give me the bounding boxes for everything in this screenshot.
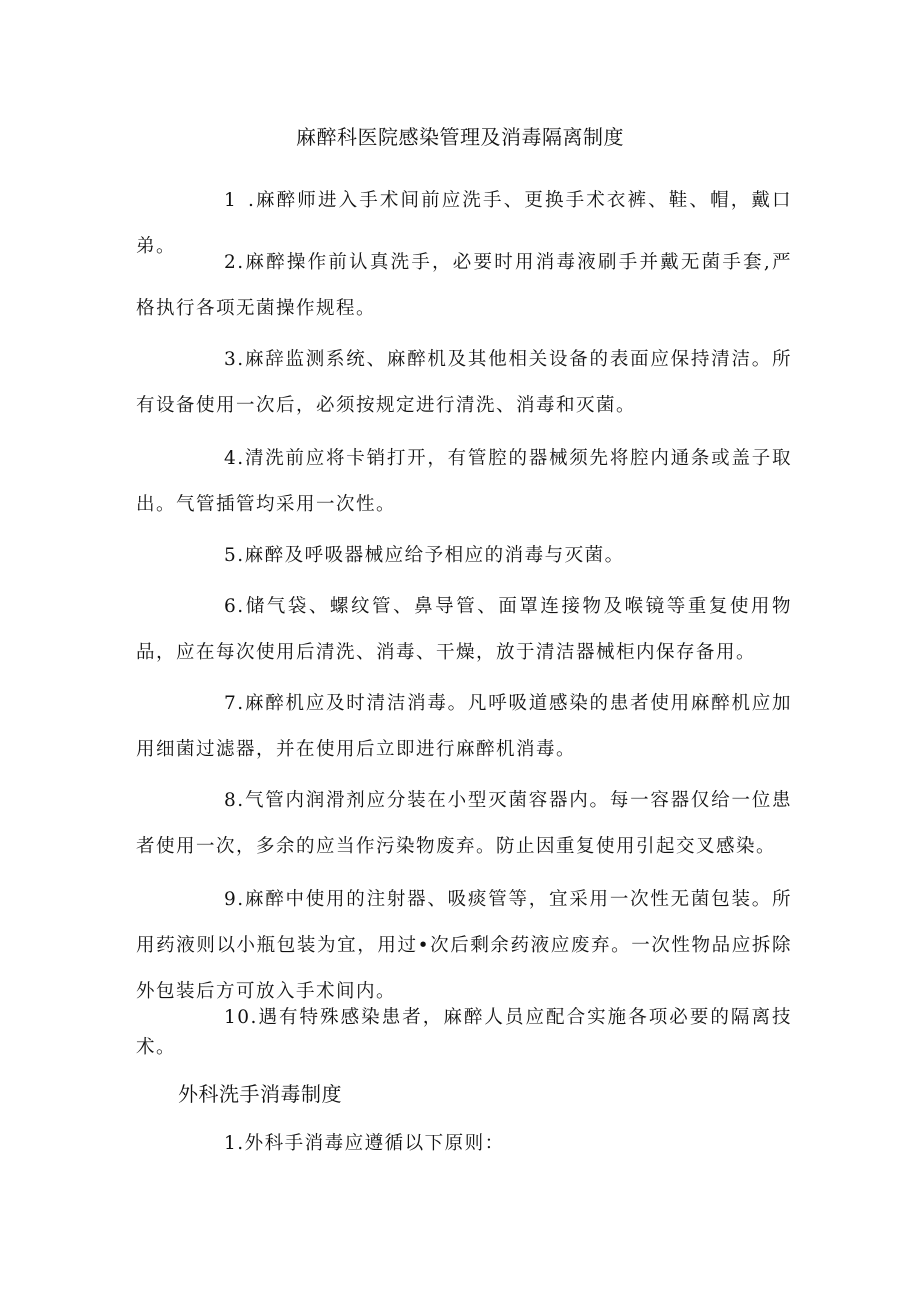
list-item-4	[136, 436, 792, 528]
item-separator: .	[248, 190, 256, 211]
item-text: 麻辞监测系统、麻醉机及其他相关设备的表面应保持清洁。所有设备使用一次后，必须按规定进行清洗、消毒和灭菌。	[136, 349, 792, 416]
item-separator: .	[237, 596, 245, 617]
section2-list-item-1	[136, 1121, 792, 1167]
item-separator: .	[250, 1007, 258, 1028]
item-text: 麻醉及呼吸器械应给予相应的消毒与灭菌。	[244, 545, 625, 566]
list-item-8	[136, 778, 792, 870]
item-separator: .	[237, 349, 245, 370]
item-separator: .	[237, 790, 245, 811]
document-title: 麻醉科医院感染管理及消毒隔离制度	[296, 125, 624, 149]
item-separator: .	[237, 693, 245, 714]
item-separator: .	[237, 1133, 245, 1154]
section-title: 外科洗手消毒制度	[178, 1082, 342, 1106]
item-text: 麻醉操作前认真洗手，必要时用消毒液刷手并戴无菌手套,严格执行各项无菌操作规程。	[136, 252, 792, 319]
item-text: 气管内润滑剂应分装在小型灭菌容器内。每一容器仅给一位患者使用一次，多余的应当作污染物废弃。防止因重复使用引起交叉感染。	[136, 790, 792, 857]
list-item-3	[136, 337, 792, 429]
item-text: 外科手消毒应遵循以下原则：	[244, 1133, 505, 1154]
item-separator: .	[237, 448, 245, 469]
item-number: 4	[224, 448, 238, 469]
list-item-5	[136, 533, 792, 579]
item-number: 7	[224, 693, 238, 714]
item-number: 3	[224, 349, 238, 370]
item-separator: .	[237, 252, 245, 273]
item-separator: .	[237, 889, 245, 910]
list-item-9	[136, 877, 792, 1015]
list-item-2	[136, 240, 792, 332]
item-text: 清洗前应将卡销打开，有管腔的器械须先将腔内通条或盖子取出。气管插管均采用一次性。	[136, 448, 792, 515]
list-item-10	[136, 1003, 792, 1063]
item-number: 9	[224, 889, 238, 910]
item-number: 6	[224, 596, 238, 617]
item-number: 1	[224, 1133, 238, 1154]
item-number: 1	[224, 190, 238, 211]
item-separator: .	[237, 545, 245, 566]
item-text: 麻醉中使用的注射器、吸痰管等，宜采用一次性无菌包装。所用药液则以小瓶包装为宜，用过•次后剩余药液应废弃。一次性物品应拆除外包装后方可放入手术间内。	[136, 889, 792, 1002]
item-text: 麻醉机应及时清洁消毒。凡呼吸道感染的患者使用麻醉机应加用细菌过滤器，并在使用后立即进行麻醉机消毒。	[136, 693, 792, 760]
item-number: 5	[224, 545, 238, 566]
item-text: 麻醉师进入手术间前应洗手、更换手术衣裤、鞋、帽，戴口弟。	[136, 190, 792, 257]
item-text: 储气袋、螺纹管、鼻导管、面罩连接物及喉镜等重复使用物品，应在每次使用后清洗、消毒、干燥，放于清洁器械柜内保存备用。	[136, 596, 792, 663]
item-number: 2	[224, 252, 238, 273]
item-number: 8	[224, 790, 238, 811]
list-item-6	[136, 584, 792, 676]
item-text: 遇有特殊感染患者，麻醉人员应配合实施各项必要的隔离技术。	[136, 1007, 792, 1058]
list-item-7	[136, 681, 792, 773]
item-number: 10	[224, 1007, 251, 1028]
